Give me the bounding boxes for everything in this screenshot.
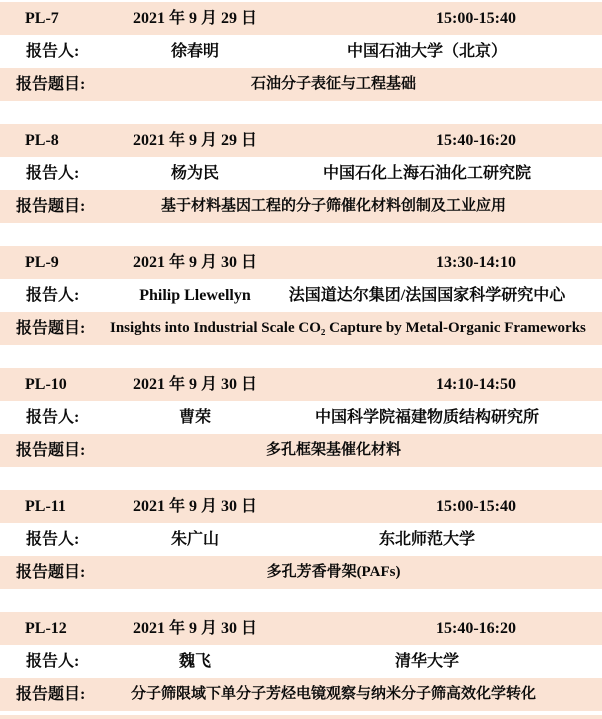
session-speaker-row	[0, 157, 602, 190]
session-header-row	[0, 612, 602, 645]
session-time: 15:40-16:20	[436, 131, 516, 149]
session-title-row	[0, 312, 602, 345]
session-speaker-row	[0, 401, 602, 434]
speaker-label: 报告人:	[26, 286, 80, 304]
session-date: 2021 年 9 月 30 日	[132, 375, 257, 393]
speaker-affiliation: 中国石油大学（北京）	[346, 42, 507, 60]
speaker-name: 朱广山	[170, 530, 219, 548]
title-label: 报告题目:	[16, 75, 86, 93]
session-block	[0, 2, 602, 101]
speaker-name: Philip Llewellyn	[139, 286, 251, 304]
session-speaker-row	[0, 645, 602, 678]
session-title-row	[0, 434, 602, 467]
talk-title: 分子筛限域下单分子芳烃电镜观察与纳米分子筛高效化学转化	[130, 686, 536, 702]
session-speaker-row	[0, 523, 602, 556]
title-label: 报告题目:	[16, 685, 86, 703]
session-header-row	[0, 490, 602, 523]
session-date: 2021 年 9 月 30 日	[132, 497, 257, 515]
session-header-row	[0, 124, 602, 157]
session-block	[0, 246, 602, 345]
speaker-label: 报告人:	[26, 408, 80, 426]
session-date: 2021 年 9 月 29 日	[132, 131, 257, 149]
talk-title: 基于材料基因工程的分子筛催化材料创制及工业应用	[160, 198, 506, 214]
session-block	[0, 612, 602, 711]
session-date: 2021 年 9 月 29 日	[132, 9, 257, 27]
speaker-affiliation: 法国道达尔集团/法国国家科学研究中心	[288, 286, 566, 304]
session-id: PL-9	[25, 253, 59, 271]
session-header-row	[0, 368, 602, 401]
session-speaker-row	[0, 279, 602, 312]
speaker-label: 报告人:	[26, 530, 80, 548]
session-time: 14:10-14:50	[436, 375, 516, 393]
session-block	[0, 490, 602, 589]
session-title-row	[0, 678, 602, 711]
title-label: 报告题目:	[16, 197, 86, 215]
title-label: 报告题目:	[16, 319, 86, 337]
session-time: 15:40-16:20	[436, 619, 516, 637]
speaker-affiliation: 中国石化上海石油化工研究院	[322, 164, 531, 182]
speaker-name: 杨为民	[170, 164, 219, 182]
session-title-row	[0, 68, 602, 101]
title-label: 报告题目:	[16, 563, 86, 581]
session-block	[0, 124, 602, 223]
session-title-row	[0, 556, 602, 589]
session-id: PL-12	[25, 619, 67, 637]
speaker-affiliation: 清华大学	[394, 652, 459, 670]
talk-title: Insights into Industrial Scale CO₂ Capture by Metal-Organic Frameworks	[110, 320, 586, 336]
speaker-name: 徐春明	[170, 42, 219, 60]
session-date: 2021 年 9 月 30 日	[132, 253, 257, 271]
next-session-row-partial	[0, 715, 602, 719]
speaker-label: 报告人:	[26, 652, 80, 670]
speaker-label: 报告人:	[26, 42, 80, 60]
speaker-name: 曹荣	[178, 408, 211, 426]
session-header-row	[0, 246, 602, 279]
talk-title: 多孔框架基催化材料	[265, 442, 401, 458]
talk-title: 多孔芳香骨架(PAFs)	[266, 564, 401, 580]
title-label: 报告题目:	[16, 441, 86, 459]
session-time: 15:00-15:40	[436, 9, 516, 27]
session-title-row	[0, 190, 602, 223]
talk-title: 石油分子表征与工程基础	[250, 76, 416, 92]
speaker-affiliation: 中国科学院福建物质结构研究所	[314, 408, 539, 426]
session-id: PL-10	[25, 375, 67, 393]
session-time: 13:30-14:10	[436, 253, 516, 271]
session-time: 15:00-15:40	[436, 497, 516, 515]
session-block	[0, 368, 602, 467]
session-speaker-row	[0, 35, 602, 68]
speaker-label: 报告人:	[26, 164, 80, 182]
speaker-affiliation: 东北师范大学	[378, 530, 475, 548]
session-id: PL-8	[25, 131, 59, 149]
session-header-row	[0, 2, 602, 35]
session-date: 2021 年 9 月 30 日	[132, 619, 257, 637]
session-id: PL-7	[25, 9, 59, 27]
session-id: PL-11	[25, 497, 66, 515]
speaker-name: 魏飞	[178, 652, 211, 670]
